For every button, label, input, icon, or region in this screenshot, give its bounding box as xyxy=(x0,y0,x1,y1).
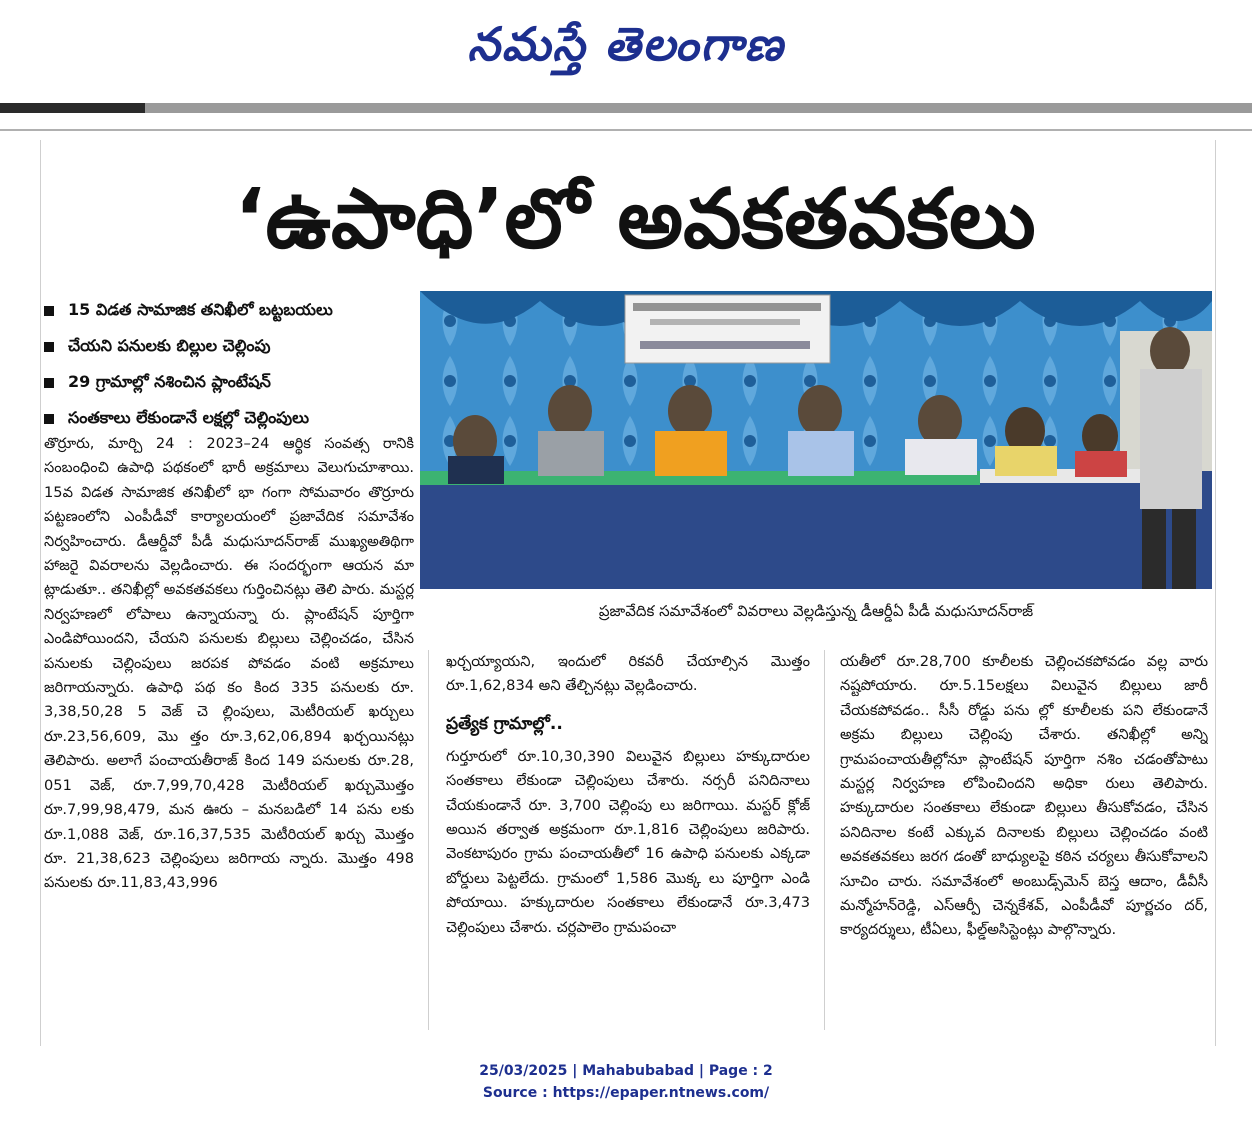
section-subheading: ప్రత్యేక గ్రామాల్లో.. xyxy=(446,713,563,734)
bullet-text: 15 విడత సామాజిక తనిఖీలో బట్టబయలు xyxy=(68,299,333,319)
footer-source-link[interactable]: Source : https://epaper.ntnews.com/ xyxy=(482,1085,770,1101)
masthead-rule xyxy=(0,103,1252,113)
bullet-square-icon xyxy=(44,342,54,352)
bullet-list xyxy=(40,293,415,437)
masthead xyxy=(0,0,1252,100)
bullet-text: చేయని పనులకు బిల్లుల చెల్లింపు xyxy=(68,335,271,355)
footer-date-edition: 25/03/2025 | Mahabubabad | Page : 2 xyxy=(479,1063,773,1079)
article-paragraph: తొర్రూరు, మార్చి 24 : 2023–24 ఆర్థిక సంవత్స రానికి సంబంధించి ఉపాధి పథకంలో భారీ అక్రమాలు వెలుగుచూశాయి. 15వ విడత సామాజిక తనిఖీలో భా గంగా సోమవారం తొర్రూరు పట్టణంలోని ఎంపీడీవో కార్యాలయంలో ప్రజావేదిక సమావేశం నిర్వహించారు. డీఆర్డీవో పీడీ మధుసూదన్‌రాజ్ ముఖ్యఅతిథిగా హాజరై వివరాలను వెల్లడించారు. ఈ సందర్భంగా ఆయన మా ట్లాడుతూ.. తనిఖీల్లో అవకతవకలు గుర్తించినట్లు తెలి పారు. మస్టర్ల నిర్వహణలో లోపాలు ఉన్నాయన్నా రు. ప్లాంటేషన్ పూర్తిగా ఎండిపోయిందని, చేయని పనులకు బిల్లులు చెల్లించడం, చేసిన పనులకు చెల్లింపులు జరపక పోవడం వంటి అక్రమాలు జరిగాయన్నారు. ఉపాధి పథ కం కింద 335 పనులకు రూ. 3,38,50,28 5 వెజ్ చె ల్లింపులు, మెటీరియల్ ఖర్చులు రూ.23,56,609, మొ త్తం రూ.3,62,06,894 ఖర్చయినట్లు తెలిపారు. అలాగే పంచాయతీరాజ్ కింద 149 పనులకు రూ.28, 051 వెజ్, రూ.7,99,70,428 మెటీరియల్ ఖర్చుమొత్తం రూ.7,99,98,479, మన ఊరు – మనబడిలో 14 పను లకు రూ.1,088 వెజ్, రూ.16,37,535 మెటీరియల్ ఖర్చు మొత్తం రూ. 21,38,623 చెల్లింపులు జరిగాయ న్నారు. మొత్తం 498 పనులకు రూ.11,83,43,996 xyxy=(44,435,414,892)
article-paragraph: గుర్తూరులో రూ.10,30,390 విలువైన బిల్లులు హక్కుదారుల సంతకాలు లేకుండా చెల్లింపులు చేశారు. నర్సరీ పనిదినాలు చేయకుండానే రూ. 3,700 చెల్లింపు లు జరిగాయి. మస్టర్ క్లోజ్ అయిన తర్వాత అక్రమంగా రూ.1,816 చెల్లింపులు జరిపారు. వెంకటాపురం గ్రామ పంచాయతీలో 16 ఉపాధి పనులకు ఎక్కడా బోర్డులు పెట్టలేదు. గ్రామంలో 1,586 మొక్క లు పూర్తిగా ఎండి పోయాయి. హక్కుదారుల సంతకాలు లేకుండానే రూ.3,473 చెల్లింపులు చేశారు. చర్లపాలెం గ్రామపంచా xyxy=(446,747,810,936)
page-footer xyxy=(0,1060,1252,1104)
bullet-square-icon xyxy=(44,414,54,424)
meeting-photo xyxy=(420,291,1212,589)
headline: ‘ఉపాధి’లో అవకతవకలు xyxy=(234,172,1036,267)
bullet-item xyxy=(40,365,415,401)
column-divider xyxy=(428,650,429,1030)
meeting-photo-illustration xyxy=(420,291,1212,589)
bullet-item xyxy=(40,329,415,365)
article-column-2 xyxy=(446,650,810,1030)
bullet-square-icon xyxy=(44,306,54,316)
article-paragraph: యతీలో రూ.28,700 కూలీలకు చెల్లించకపోవడం వల్ల వారు నష్టపోయారు. రూ.5.15లక్షలు విలువైన బిల్లులు జారీ చేయకపోవడం.. సీసీ రోడ్డు పను ల్లో కూలీలకు పని లేకుండానే అక్రమ బిల్లులు చెల్లింపు చేశారు. తనిఖీల్లో అన్ని గ్రామపంచాయతీల్లోనూ ప్లాంటేషన్ పూర్తిగా నశిం చడంతోపాటు మస్టర్ల నిర్వహణ లోపించిందని అధికా రులు తెలిపారు. హక్కుదారుల సంతకాలు లేకుండా బిల్లులు తీసుకోవడం, చేసిన పనిదినాల కంటే ఎక్కువ దినాలకు బిల్లులు చెల్లించడం వంటి అవకతవకలు జరగ డంతో బాధ్యులపై కఠిన చర్యలు తీసుకోవాలని సూచిం చారు. సమావేశంలో అంబుడ్స్‌మెన్ బెస్త ఆదాం, డీవీసీ మన్మోహన్‌రెడ్డి, ఎస్ఆర్పీ చెన్నకేశవ్, ఎంపీడీవో పూర్ణచం దర్, కార్యదర్శులు, టీఏలు, ఫీల్డ్‌అసిస్టెంట్లు పాల్గొన్నారు. xyxy=(840,653,1208,939)
article-paragraph: ఖర్చయ్యాయని, ఇందులో రికవరీ చేయాల్సిన మొత్తం రూ.1,62,834 అని తేల్చినట్లు వెల్లడించారు. xyxy=(446,653,810,695)
newspaper-logo: నమస్తే తెలంగాణ xyxy=(467,17,785,71)
article-column-3 xyxy=(840,650,1208,1030)
photo-caption: ప్రజావేదిక సమావేశంలో వివరాలు వెల్లడిస్తున్న డీఆర్డీఏ పీడీ మధుసూదన్‌రాజ్ xyxy=(598,602,1034,620)
bullet-text: 29 గ్రామాల్లో నశించిన ప్లాంటేషన్ xyxy=(68,371,271,391)
bullet-text: సంతకాలు లేకుండానే లక్షల్లో చెల్లింపులు xyxy=(68,407,310,427)
article-column-1 xyxy=(44,432,414,1032)
column-divider xyxy=(824,650,825,1030)
bullet-item xyxy=(40,293,415,329)
divider xyxy=(0,129,1252,131)
bullet-square-icon xyxy=(44,378,54,388)
